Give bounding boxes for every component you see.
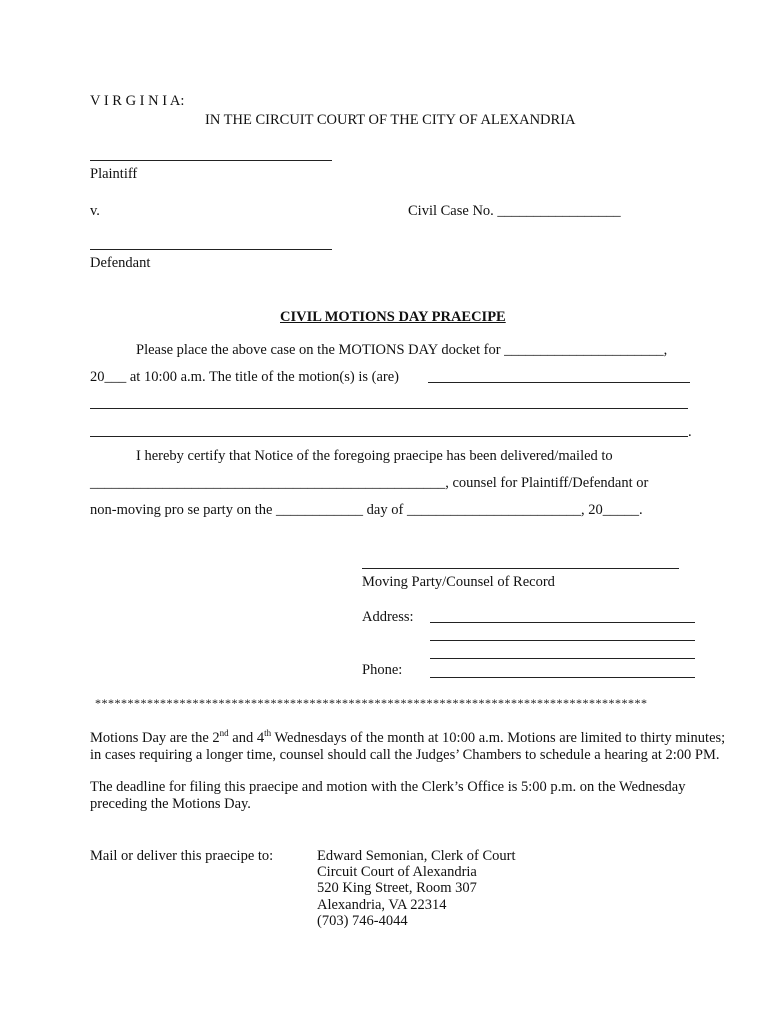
motion-title-period: . — [688, 424, 692, 440]
address-line-2[interactable] — [430, 640, 695, 641]
defendant-signature-line[interactable] — [90, 249, 332, 250]
deadline-note: The deadline for filing this praecipe and motion with the Clerk’s Office is 5:00 p.m. on the Wednesday — [90, 779, 686, 795]
defendant-label: Defendant — [90, 255, 151, 271]
court-heading: IN THE CIRCUIT COURT OF THE CITY OF ALEXANDRIA — [205, 112, 576, 128]
form-title: CIVIL MOTIONS DAY PRAECIPE — [280, 309, 506, 325]
clerk-name: Edward Semonian, Clerk of Court — [317, 848, 516, 864]
motion-title-line-1[interactable] — [428, 382, 690, 383]
versus-label: v. — [90, 203, 100, 219]
motions-day-note-line-2: in cases requiring a longer time, counsel should call the Judges’ Chambers to schedule a hearing at 2:00 PM. — [90, 747, 720, 763]
motion-title-line-3[interactable] — [90, 436, 688, 437]
mail-instructions-label: Mail or deliver this praecipe to: — [90, 848, 274, 864]
plaintiff-signature-line[interactable] — [90, 160, 332, 161]
city-state-zip: Alexandria, VA 22314 — [317, 897, 447, 913]
plaintiff-label: Plaintiff — [90, 166, 138, 182]
motions-day-note: Motions Day are the 2nd and 4th Wednesdays of the month at 10:00 a.m. Motions are limited to thirty minutes; — [90, 728, 726, 746]
motion-title-line-2[interactable] — [90, 408, 688, 409]
address-label: Address: — [362, 609, 414, 625]
moving-party-signature-line[interactable] — [362, 568, 679, 569]
deadline-note-line-2: preceding the Motions Day. — [90, 796, 251, 812]
service-date-line[interactable]: non-moving pro se party on the ____________ day of ________________________, 20_____. — [90, 502, 643, 518]
phone-label: Phone: — [362, 662, 403, 678]
address-line-3[interactable] — [430, 658, 695, 659]
counsel-line[interactable]: _________________________________________________, counsel for Plaintiff/Defendant or — [90, 475, 649, 491]
docket-request-line[interactable]: Please place the above case on the MOTIONS DAY docket for ______________________, — [136, 342, 668, 358]
phone-line[interactable] — [430, 677, 695, 678]
address-line-1[interactable] — [430, 622, 695, 623]
motion-title-label[interactable]: 20___ at 10:00 a.m. The title of the motion(s) is (are) — [90, 369, 399, 385]
street-address: 520 King Street, Room 307 — [317, 880, 477, 896]
moving-party-label: Moving Party/Counsel of Record — [362, 574, 555, 590]
state-heading: V I R G I N I A: — [90, 93, 185, 109]
separator-stars: ************************************************************************************* — [95, 696, 648, 710]
certify-statement: I hereby certify that Notice of the foregoing praecipe has been delivered/mailed to — [136, 448, 613, 464]
civil-case-number-field[interactable]: Civil Case No. _________________ — [408, 203, 621, 219]
clerk-phone: (703) 746-4044 — [317, 913, 408, 929]
court-name: Circuit Court of Alexandria — [317, 864, 477, 880]
